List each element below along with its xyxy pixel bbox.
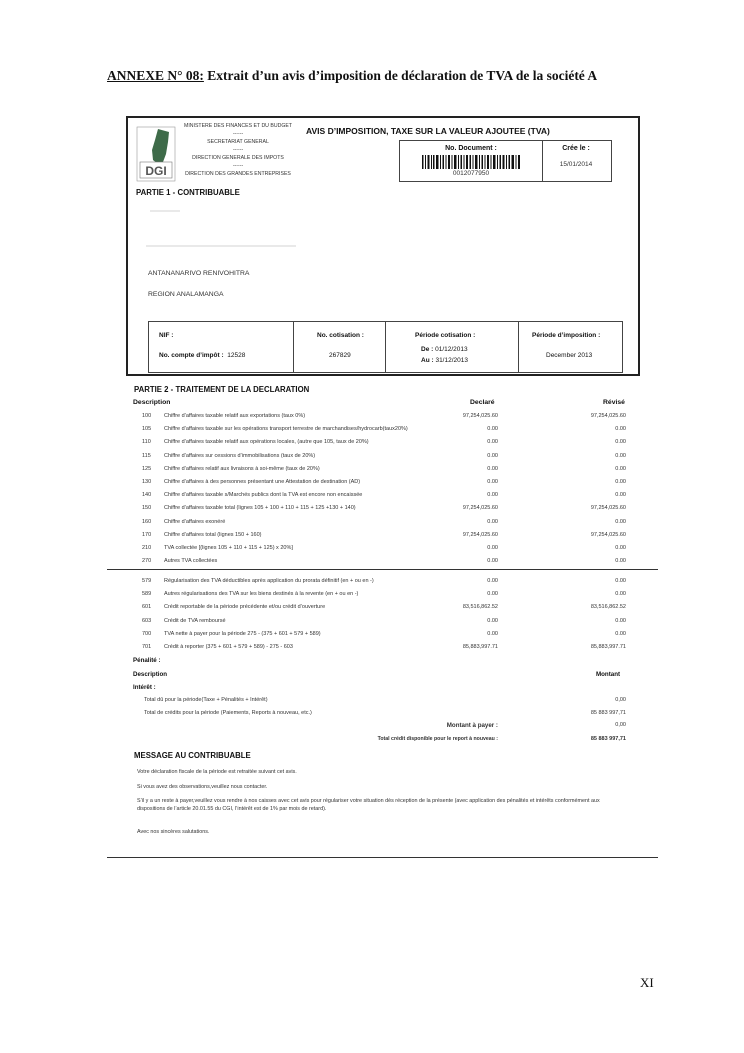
line-code: 700 — [142, 630, 152, 637]
column-divider — [293, 322, 294, 372]
declared-value: 0.00 — [487, 591, 498, 598]
line-description: Chiffre d’affaires taxable relatif aux opérations locales, (autre que 105, taux de 20%) — [164, 439, 369, 446]
declared-value: 97,254,025.60 — [462, 505, 498, 512]
line-description: Chiffre d’affaires relatif aux livraisons à soi-même (taux de 20%) — [164, 465, 320, 472]
total-credits-value: 85 883 997,71 — [590, 710, 626, 716]
revised-value: 0.00 — [615, 439, 626, 446]
column-header-description: Description — [133, 399, 171, 406]
tax-account-value: 12528 — [227, 352, 246, 359]
declaration-row — [0, 591, 744, 604]
address-line-2: REGION ANALAMANGA — [148, 291, 224, 298]
ministry-line: MINISTERE DES FINANCES ET DU BUDGET — [184, 123, 292, 129]
logo-text: DGI — [145, 164, 167, 178]
ministry-line: DIRECTION GENERALE DES IMPOTS — [192, 155, 284, 161]
period-to — [421, 357, 468, 364]
taxpayer-info-table — [148, 321, 623, 373]
line-code: 130 — [142, 479, 152, 485]
page-number: XI — [640, 975, 654, 990]
declared-value: 97,254,025.60 — [462, 413, 498, 419]
declaration-row — [0, 426, 744, 439]
line-description: TVA collectée [(lignes 105 + 110 + 115 + 125) x 20%] — [164, 545, 293, 551]
dgi-logo — [136, 126, 176, 182]
address-line-1: ANTANANARIVO RENIVOHITRA — [148, 270, 250, 277]
message-line-1: Votre déclaration fiscale de la période est retraitée suivant cet avis. — [137, 769, 297, 775]
tax-account-label: No. compte d’impôt : — [159, 352, 224, 359]
document-title: AVIS D’IMPOSITION, TAXE SUR LA VALEUR AJOUTEE (TVA) — [306, 126, 550, 136]
declaration-row — [0, 519, 744, 532]
line-description: Régularisation des TVA déductibles après application du prorata définitif (en + ou en -) — [164, 578, 374, 584]
line-code: 270 — [142, 558, 152, 565]
ministry-line: ------ — [232, 147, 244, 153]
revised-value: 83,516,862.52 — [590, 604, 626, 611]
revised-value: 85,883,997.71 — [590, 644, 626, 650]
revised-value: 0.00 — [615, 545, 626, 551]
tax-period-label: Période d’imposition : — [532, 332, 601, 339]
period-to-label: Au : — [421, 357, 434, 364]
declaration-row — [0, 466, 744, 479]
declaration-row — [0, 479, 744, 492]
line-code: 105 — [142, 426, 152, 433]
declaration-row — [0, 413, 744, 426]
line-code: 100 — [142, 413, 152, 419]
revised-value: 0.00 — [615, 518, 626, 525]
revised-value: 0.00 — [615, 578, 626, 584]
declared-value: 83,516,862.52 — [462, 604, 498, 611]
total-due-value: 0,00 — [615, 697, 626, 703]
total-due-label: Total dû pour la période(Taxe + Pénalités + Intérêt) — [144, 697, 268, 703]
declared-value: 0.00 — [487, 452, 498, 459]
message-line-4: Avec nos sincères salutations. — [137, 829, 210, 835]
line-code: 150 — [142, 505, 152, 512]
declared-value: 85,883,997.71 — [462, 644, 498, 650]
ministry-line: DIRECTION DES GRANDES ENTREPRISES — [185, 171, 291, 177]
barcode-icon — [422, 155, 520, 169]
line-description: Chiffre d’affaires taxable total (lignes 105 + 100 + 110 + 115 + 125 +130 + 140) — [164, 505, 356, 512]
document-number: 0012077950 — [452, 170, 490, 177]
declared-value: 0.00 — [487, 439, 498, 446]
column-divider — [385, 322, 386, 372]
document-number-box — [399, 140, 543, 182]
column-divider — [518, 322, 519, 372]
amount-to-pay-value: 0,00 — [615, 722, 626, 728]
interest-label: Intérêt : — [133, 684, 156, 691]
annex-title — [107, 68, 667, 84]
line-description: Autres TVA collectées — [164, 558, 218, 565]
declaration-row — [0, 453, 744, 466]
declaration-row — [0, 578, 744, 591]
declaration-row — [0, 545, 744, 558]
line-description: Crédit reportable de la période précédente et/ou crédit d’ouverture — [164, 604, 326, 611]
declaration-row — [0, 604, 744, 617]
line-description: Chiffre d’affaires taxable relatif aux exportations (taux 0%) — [164, 413, 306, 419]
line-code: 701 — [142, 644, 152, 650]
amount-label: Montant — [596, 671, 621, 678]
line-description: Crédit à reporter (375 + 601 + 579 + 589) - 275 - 603 — [164, 644, 293, 650]
period-from — [421, 346, 468, 353]
tax-period-value: December 2013 — [546, 352, 593, 359]
declared-value: 0.00 — [487, 630, 498, 637]
section-divider — [107, 569, 658, 570]
declaration-row — [0, 644, 744, 657]
message-line-2: Si vous avez des observations,veuillez nous contacter. — [137, 784, 268, 790]
revised-value: 97,254,025.60 — [590, 413, 626, 419]
line-code: 589 — [142, 591, 152, 598]
declared-value: 0.00 — [487, 426, 498, 433]
line-code: 160 — [142, 518, 152, 525]
line-code: 603 — [142, 617, 152, 624]
declared-value: 0.00 — [487, 558, 498, 565]
penalty-label: Pénalité : — [133, 657, 161, 664]
line-description: Chiffre d’affaires taxable s/Marchés publics dont la TVA est encore non encaissée — [164, 492, 363, 499]
line-description: Autres régularisations des TVA sur les biens destinés à la revente (en + ou en -) — [164, 591, 359, 598]
line-description: Chiffre d’affaires sur cessions d’immobilisations (taux de 20%) — [164, 452, 316, 459]
column-header-declared: Declaré — [470, 399, 495, 406]
declared-value: 0.00 — [487, 479, 498, 485]
declaration-row — [0, 439, 744, 452]
line-code: 110 — [142, 439, 151, 446]
line-description: Crédit de TVA remboursé — [164, 617, 226, 624]
revised-value: 0.00 — [615, 591, 626, 598]
period-to-value: 31/12/2013 — [435, 357, 468, 364]
declaration-row — [0, 492, 744, 505]
annex-label: ANNEXE N° 08: — [107, 68, 204, 83]
redacted-line — [150, 210, 180, 212]
cotisation-value: 267829 — [329, 352, 351, 359]
total-available-label: Total crédit disponible pour le report à nouveau : — [377, 736, 498, 742]
period-cotisation-label: Période cotisation : — [415, 332, 476, 339]
line-description: Chiffre d’affaires exonéré — [164, 518, 226, 525]
declared-value: 0.00 — [487, 465, 498, 472]
redacted-line — [146, 245, 296, 247]
bottom-divider — [107, 857, 658, 858]
revised-value: 0.00 — [615, 492, 626, 499]
line-code: 170 — [142, 531, 152, 538]
revised-value: 0.00 — [615, 465, 626, 472]
created-date: 15/01/2014 — [559, 161, 593, 168]
line-code: 125 — [142, 465, 152, 472]
revised-value: 0.00 — [615, 426, 626, 433]
declared-value: 0.00 — [487, 578, 498, 584]
declaration-row — [0, 505, 744, 518]
declared-value: 0.00 — [487, 518, 498, 525]
revised-value: 0.00 — [615, 617, 626, 624]
document-number-label: No. Document : — [445, 145, 497, 152]
revised-value: 0.00 — [615, 479, 626, 485]
total-credits-label: Total de crédits pour la période (Paiements, Reports à nouveau, etc.) — [144, 710, 312, 716]
created-label: Crée le : — [562, 145, 590, 152]
period-from-label: De : — [421, 346, 434, 353]
line-code: 579 — [142, 578, 152, 584]
partie1-title: PARTIE 1 - CONTRIBUABLE — [136, 188, 240, 197]
declared-value: 97,254,025.60 — [462, 531, 498, 538]
revised-value: 0.00 — [615, 630, 626, 637]
description-label: Description — [133, 671, 168, 678]
line-description: Chiffre d’affaires à des personnes présentant une Attestation de destination (AD) — [164, 479, 361, 485]
declaration-row — [0, 532, 744, 545]
line-code: 140 — [142, 492, 152, 499]
ministry-line: SECRETARIAT GENERAL — [207, 139, 269, 145]
ministry-line: ------ — [232, 131, 244, 137]
line-description: Chiffre d’affaires taxable sur les opérations transport terrestre de marchandises/hydrocarb(taux20%) — [164, 426, 408, 433]
revised-value: 0.00 — [615, 452, 626, 459]
ministry-line: ------ — [232, 163, 244, 169]
created-date-box — [541, 140, 612, 182]
partie2-title: PARTIE 2 - TRAITEMENT DE LA DECLARATION — [134, 385, 310, 394]
tax-account — [159, 352, 245, 359]
revised-value: 0.00 — [615, 558, 626, 565]
declared-value: 0.00 — [487, 545, 498, 551]
period-from-value: 01/12/2013 — [435, 346, 468, 353]
declared-value: 0.00 — [487, 492, 498, 499]
annex-title-text: Extrait d’un avis d’imposition de déclaration de TVA de la société A — [203, 68, 598, 83]
revised-value: 97,254,025.60 — [590, 531, 626, 538]
declaration-row — [0, 618, 744, 631]
message-title: MESSAGE AU CONTRIBUABLE — [134, 751, 251, 760]
message-line-3: S’il y a un reste à payer,veuillez vous rendre à nos caisses avec cet avis pour régulariser votre situation dès réception de la présente (avec application des pénalités et intérêts conformément aux dispositions de l’article 20.01.55 du CGI, l’intérêt est de 1% par mois de retard). — [137, 798, 600, 812]
revised-value: 97,254,025.60 — [590, 505, 626, 512]
ministry-block — [178, 122, 298, 178]
line-code: 601 — [142, 604, 152, 611]
line-code: 210 — [142, 545, 152, 551]
declaration-row — [0, 631, 744, 644]
total-available-value: 85 883 997,71 — [590, 736, 626, 742]
line-description: Chiffre d’affaires total (lignes 150 + 160) — [164, 531, 262, 538]
tax-notice-document — [126, 116, 640, 376]
column-header-revised: Révisé — [603, 399, 625, 406]
amount-to-pay-label: Montant à payer : — [446, 722, 498, 729]
declared-value: 0.00 — [487, 617, 498, 624]
cotisation-label: No. cotisation : — [317, 332, 364, 339]
line-code: 115 — [142, 452, 151, 459]
nif-label: NIF : — [159, 332, 174, 339]
line-description: TVA nette à payer pour la période 275 - (375 + 601 + 579 + 589) — [164, 630, 321, 637]
